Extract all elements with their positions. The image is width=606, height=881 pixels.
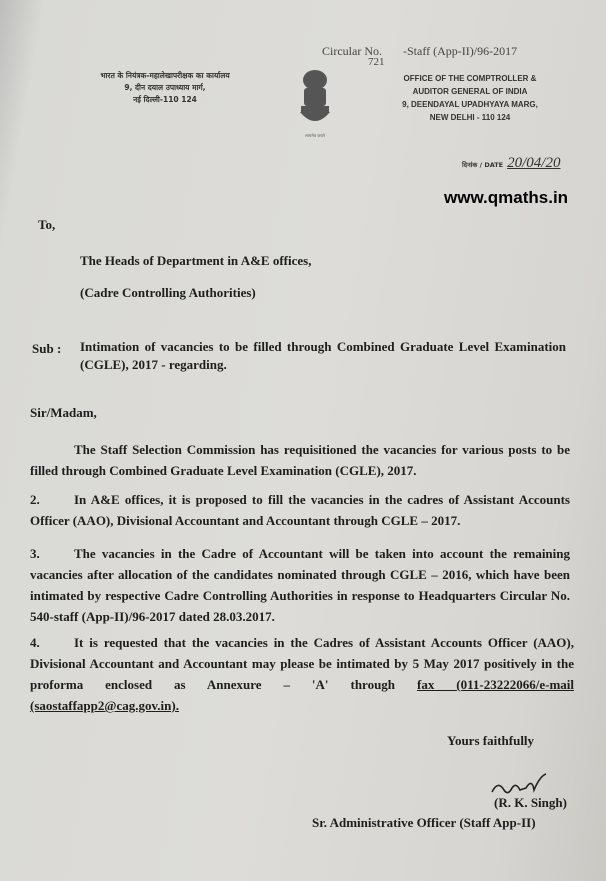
paragraph-text: The Staff Selection Commission has requisitioned the vacancies for various posts to be filled through Combined Graduate Level Examination (CGLE), 2017. bbox=[30, 442, 570, 478]
paragraph-number: 2. bbox=[30, 492, 40, 507]
designation: Sr. Administrative Officer (Staff App-II) bbox=[312, 815, 536, 830]
circular-line bbox=[322, 44, 517, 59]
english-address bbox=[370, 72, 570, 124]
paragraph-4 bbox=[30, 632, 574, 716]
addressee-line: (Cadre Controlling Authorities) bbox=[80, 285, 256, 300]
salutation: Sir/Madam, bbox=[30, 405, 97, 420]
paragraph-2 bbox=[30, 489, 570, 531]
hindi-address-line: 9, दीन दयाल उपाध्याय मार्ग, bbox=[124, 83, 206, 92]
english-address-line: NEW DELHI - 110 124 bbox=[429, 113, 511, 122]
english-address-line: 9, DEENDAYAL UPADHYAYA MARG, bbox=[402, 100, 538, 109]
date-value: 20/04/20 bbox=[507, 155, 561, 171]
circular-number: 721 bbox=[368, 56, 385, 68]
circular-label: Circular No. bbox=[322, 44, 382, 58]
date-label: दिनांक / DATE bbox=[462, 161, 504, 169]
paragraph-number: 4. bbox=[30, 635, 40, 650]
circular-ref: -Staff (App-II)/96-2017 bbox=[402, 44, 518, 58]
watermark: www.qmaths.in bbox=[444, 188, 569, 207]
emblem-caption: सत्यमेव जयते bbox=[305, 133, 325, 138]
hindi-address bbox=[50, 70, 280, 106]
paragraph-text: In A&E offices, it is proposed to fill the vacancies in the cadres of Assistant Accounts Officer (AAO), Divisional Accountant and Accountant through CGLE – 2017. bbox=[30, 492, 570, 528]
date-line bbox=[462, 154, 560, 172]
national-emblem-icon bbox=[292, 68, 338, 136]
paragraph-text: The vacancies in the Cadre of Accountant will be taken into account the remaining vacancies after allocation of the candidates nominated through CGLE – 2016, which have been intimated by respective Cadre Controlling Authorities in response to Headquarters Circular No. 540-staff (App-II)/96-2017 dated 28.03.2017. bbox=[30, 546, 570, 624]
signatory: (R. K. Singh) bbox=[494, 795, 567, 810]
paragraph-number: 3. bbox=[30, 546, 40, 561]
contact-details: fax (011-23222066/e-mail (saostaffapp2@cag.gov.in). bbox=[30, 677, 574, 713]
addressee bbox=[80, 245, 311, 309]
to-label: To, bbox=[38, 217, 56, 232]
paragraph-3 bbox=[30, 543, 570, 627]
subject: Intimation of vacancies to be filled through Combined Graduate Level Examination (CGLE), 2017 - regarding. bbox=[80, 339, 566, 372]
paragraph-text: It is requested that the vacancies in the Cadres of Assistant Accounts Officer (AAO), Divisional Accountant and Accountant may please be intimated by 5 May 2017 positively in the proforma enclosed as Annexure – 'A' through bbox=[30, 635, 574, 692]
hindi-address-line: भारत के नियंत्रक-महालेखापरीक्षक का कार्यालय bbox=[100, 71, 230, 80]
addressee-line: The Heads of Department in A&E offices, bbox=[80, 253, 312, 268]
english-address-line: OFFICE OF THE COMPTROLLER & bbox=[403, 74, 537, 83]
english-address-line: AUDITOR GENERAL OF INDIA bbox=[412, 87, 528, 96]
hindi-address-line: नई दिल्ली-110 124 bbox=[133, 95, 197, 104]
closing: Yours faithfully bbox=[447, 733, 535, 748]
paragraph-1 bbox=[30, 439, 570, 481]
subject-label: Sub : bbox=[32, 341, 62, 356]
